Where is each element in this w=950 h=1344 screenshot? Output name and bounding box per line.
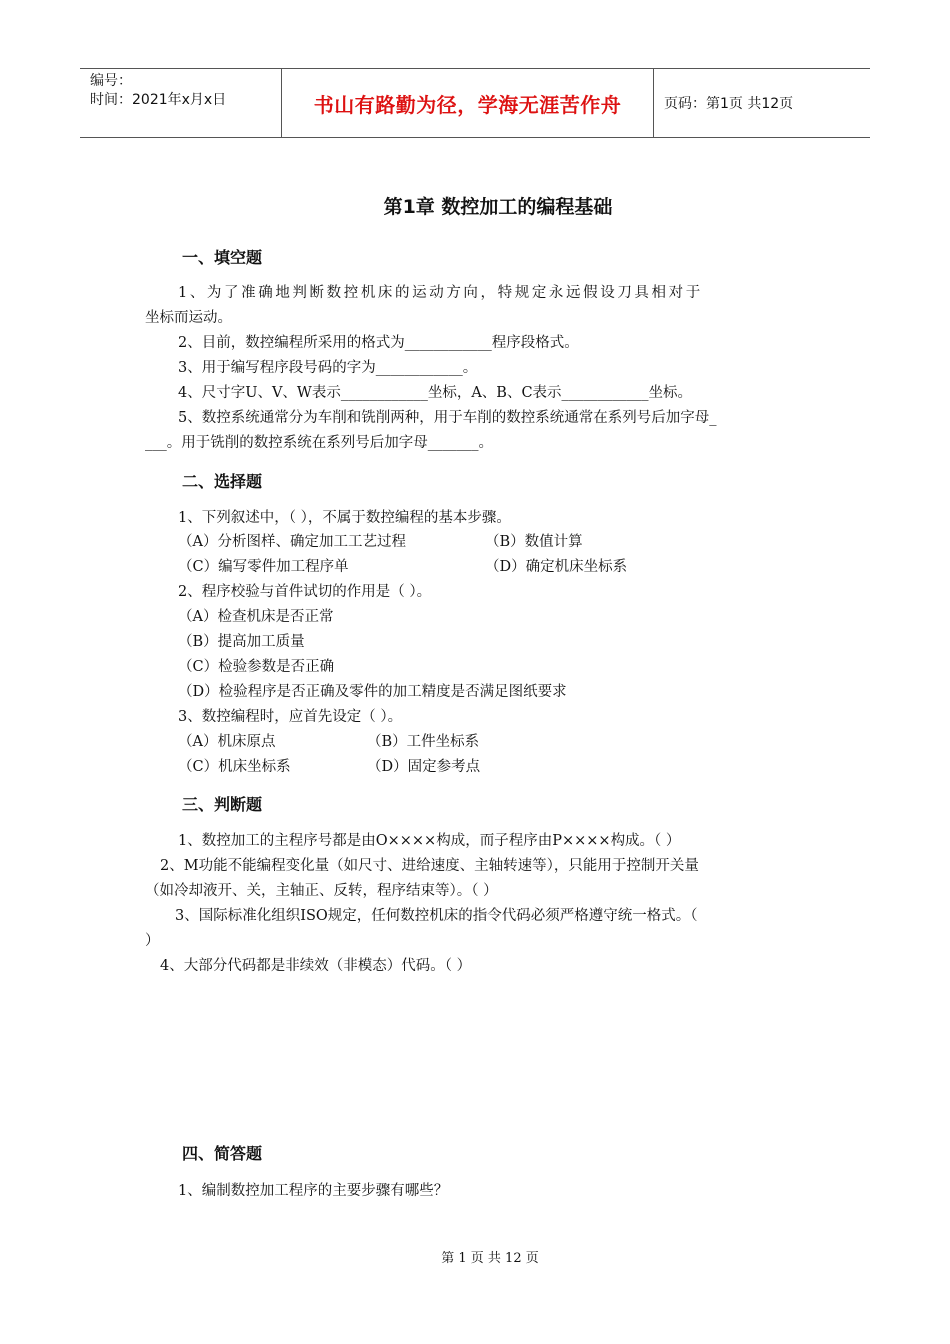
judge-q4: 4、大部分代码都是非续效（非模态）代码。（ ） [160, 958, 472, 974]
short-q1: 1、编制数控加工程序的主要步骤有哪些？ [178, 1183, 449, 1199]
choice-q1: 1、下列叙述中，（ ），不属于数控编程的基本步骤。 [178, 510, 511, 526]
header-code-label: 编号： [90, 73, 132, 89]
chapter-title: 第1章 数控加工的编程基础 [383, 196, 613, 218]
header-meta [80, 69, 282, 137]
choice-q1-option-a: （A）分析图样、确定加工工艺过程 [178, 534, 406, 550]
page-footer: 第 1 页 共 12 页 [441, 1251, 539, 1266]
section-heading-fill: 一、填空题 [182, 248, 263, 267]
choice-q1-option-c: （C）编写零件加工程序单 [178, 559, 349, 575]
section-heading-short: 四、简答题 [182, 1144, 263, 1163]
section-heading-judge: 三、判断题 [182, 795, 263, 814]
choice-q3-option-b: （B）工件坐标系 [367, 734, 480, 750]
fill-q1-line1: 1、为了准确地判断数控机床的运动方向，特规定永远假设刀具相对于 [178, 285, 703, 301]
fill-q2: 2、目前，数控编程所采用的格式为____________程序段格式。 [178, 335, 579, 351]
choice-q1-option-d: （D）确定机床坐标系 [485, 559, 628, 575]
judge-q3-line1: 3、国际标准化组织ISO规定，任何数控机床的指令代码必须严格遵守统一格式。（ [175, 908, 698, 924]
choice-q3-option-d: （D）固定参考点 [367, 759, 481, 775]
header-page-label: 页码：第1页 共12页 [664, 96, 794, 112]
choice-q2-option-d: （D）检验程序是否正确及零件的加工精度是否满足图纸要求 [178, 684, 567, 700]
judge-q1: 1、数控加工的主程序号都是由O××××构成，而子程序由P××××构成。（ ） [178, 833, 681, 849]
fill-q5-line2: ___。用于铣削的数控系统在系列号后加字母_______。 [145, 435, 493, 451]
judge-q2-line2: （如冷却液开、关，主轴正、反转，程序结束等）。（ ） [145, 883, 498, 899]
page-header [80, 68, 870, 138]
choice-q3-option-c: （C）机床坐标系 [178, 759, 291, 775]
judge-q3-line2: ） [145, 933, 160, 949]
choice-q1-option-b: （B）数值计算 [485, 534, 583, 550]
choice-q2-option-b: （B）提高加工质量 [178, 634, 305, 650]
choice-q3: 3、数控编程时，应首先设定（ ）。 [178, 709, 403, 725]
choice-q3-option-a: （A）机床原点 [178, 734, 276, 750]
choice-q2-option-c: （C）检验参数是否正确 [178, 659, 335, 675]
choice-q2-option-a: （A）检查机床是否正常 [178, 609, 334, 625]
fill-q4: 4、尺寸字U、V、W表示____________坐标，A、B、C表示____________坐标。 [178, 385, 693, 401]
choice-q2: 2、程序校验与首件试切的作用是（ ）。 [178, 584, 432, 600]
header-motto: 书山有路勤为径，学海无涯苦作舟 [282, 69, 654, 137]
judge-q2-line1: 2、M功能不能编程变化量（如尺寸、进给速度、主轴转速等），只能用于控制开关量 [160, 858, 699, 874]
section-heading-choice: 二、选择题 [182, 472, 263, 491]
fill-q5-line1: 5、数控系统通常分为车削和铣削两种，用于车削的数控系统通常在系列号后加字母_ [178, 410, 717, 426]
header-time-label: 时间：2021年x月x日 [90, 92, 227, 108]
fill-q3: 3、用于编写程序段号码的字为____________。 [178, 360, 478, 376]
fill-q1-line2: 坐标而运动。 [145, 310, 232, 326]
